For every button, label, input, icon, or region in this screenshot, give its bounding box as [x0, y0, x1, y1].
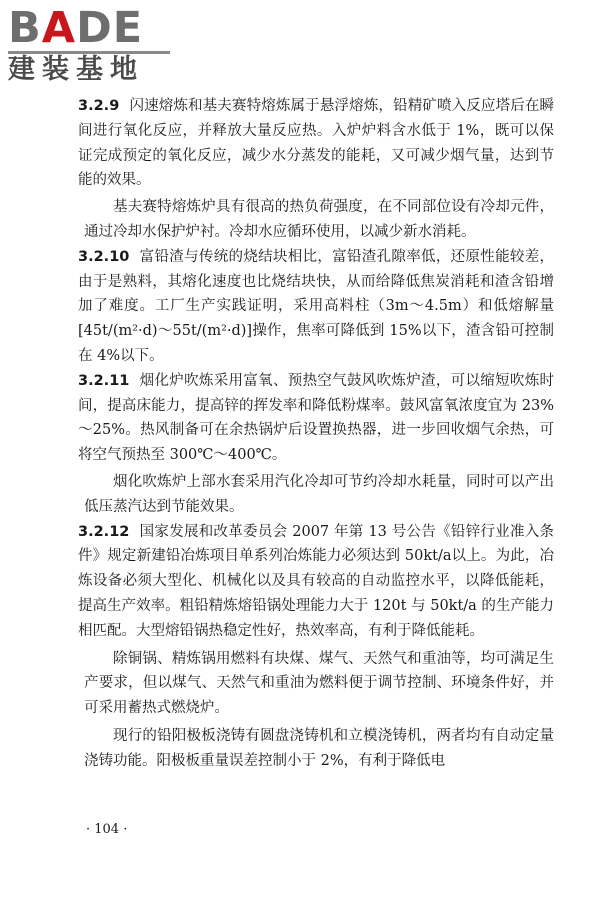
paragraph-text: 烟化炉吹炼采用富氧、预热空气鼓风吹炼炉渣，可以缩短吹炼时间，提高床能力，提高锌的挥发率和降低粉煤率。鼓风富氧浓度宜为 23%～25%。热风制备可在余热锅炉后设置换热器，进一步回收烟气余热，可将空气预热至 300℃～400℃。: [78, 372, 554, 464]
paragraph-text: 富铅渣与传统的烧结块相比，富铅渣孔隙率低，还原性能较差，由于是熟料，其熔化速度也比烧结块快，从而给降低焦炭消耗和渣含铅增加了难度。工厂生产实践证明，采用高料柱（3m～4.5m）和低熔解量[45t/(m²·d)～55t/(m²·d)]操作，焦率可降低到 15%以下，渣含铅可控制在 4%以下。: [78, 248, 554, 364]
paragraph-text: 现行的铅阳极板浇铸有圆盘浇铸机和立模浇铸机，两者均有自动定量浇铸功能。阳极板重量误差控制小于 2%，有利于降低电: [84, 727, 554, 769]
paragraph-text: 烟化吹炼炉上部水套采用汽化冷却可节约冷却水耗量，同时可以产出低压蒸汽达到节能效果。: [84, 473, 554, 515]
section-number: 3.2.9: [78, 98, 120, 114]
logo-wordmark: BADE: [8, 3, 144, 53]
paragraph-3-2-12: [78, 520, 554, 644]
paragraph: [84, 470, 554, 520]
paragraph: [84, 724, 554, 774]
paragraph-text: 基夫赛特熔炼炉具有很高的热负荷强度，在不同部位设有冷却元件，通过冷却水保护炉衬。冷却水应循环使用，以减少新水消耗。: [84, 199, 554, 240]
section-number: 3.2.12: [78, 523, 130, 540]
paragraph: [84, 195, 554, 245]
page-number: · 104 ·: [86, 822, 128, 837]
paragraph-text: 闪速熔炼和基夫赛特熔炼属于悬浮熔炼，铅精矿喷入反应塔后在瞬间进行氧化反应，并释放大量反应热。入炉炉料含水低于 1%，既可以保证完成预定的氧化反应，减少水分蒸发的能耗，又可减少烟气量，达到节能的效果。: [78, 98, 554, 189]
section-number: 3.2.11: [78, 372, 130, 389]
page-body: [78, 94, 554, 774]
logo-chinese-text: 建装基地: [8, 54, 144, 85]
paragraph-3-2-11: [78, 369, 554, 468]
paragraph-3-2-10: [78, 245, 554, 369]
publisher-logo: [8, 3, 178, 92]
paragraph-text: 国家发展和改革委员会 2007 年第 13 号公告《铅锌行业准入条件》规定新建铅冶炼项目单系列冶炼能力必须达到 50kt/a以上。为此，冶炼设备必须大型化、机械化以及具有较高的自动监控水平，以降低能耗，提高生产效率。粗铅精炼熔铅锅处理能力大于 120t 与 50kt/a 的生产能力相匹配。大型熔铅锅热稳定性好，热效率高，有利于降低能耗。: [78, 523, 554, 639]
section-number: 3.2.10: [78, 248, 130, 265]
paragraph-3-2-9: [78, 94, 554, 193]
paragraph: [84, 647, 554, 721]
paragraph-text: 除铜锅、精炼锅用燃料有块煤、煤气、天然气和重油等，均可满足生产要求，但以煤气、天然气和重油为燃料便于调节控制、环境条件好，并可采用蓄热式燃烧炉。: [84, 650, 554, 717]
